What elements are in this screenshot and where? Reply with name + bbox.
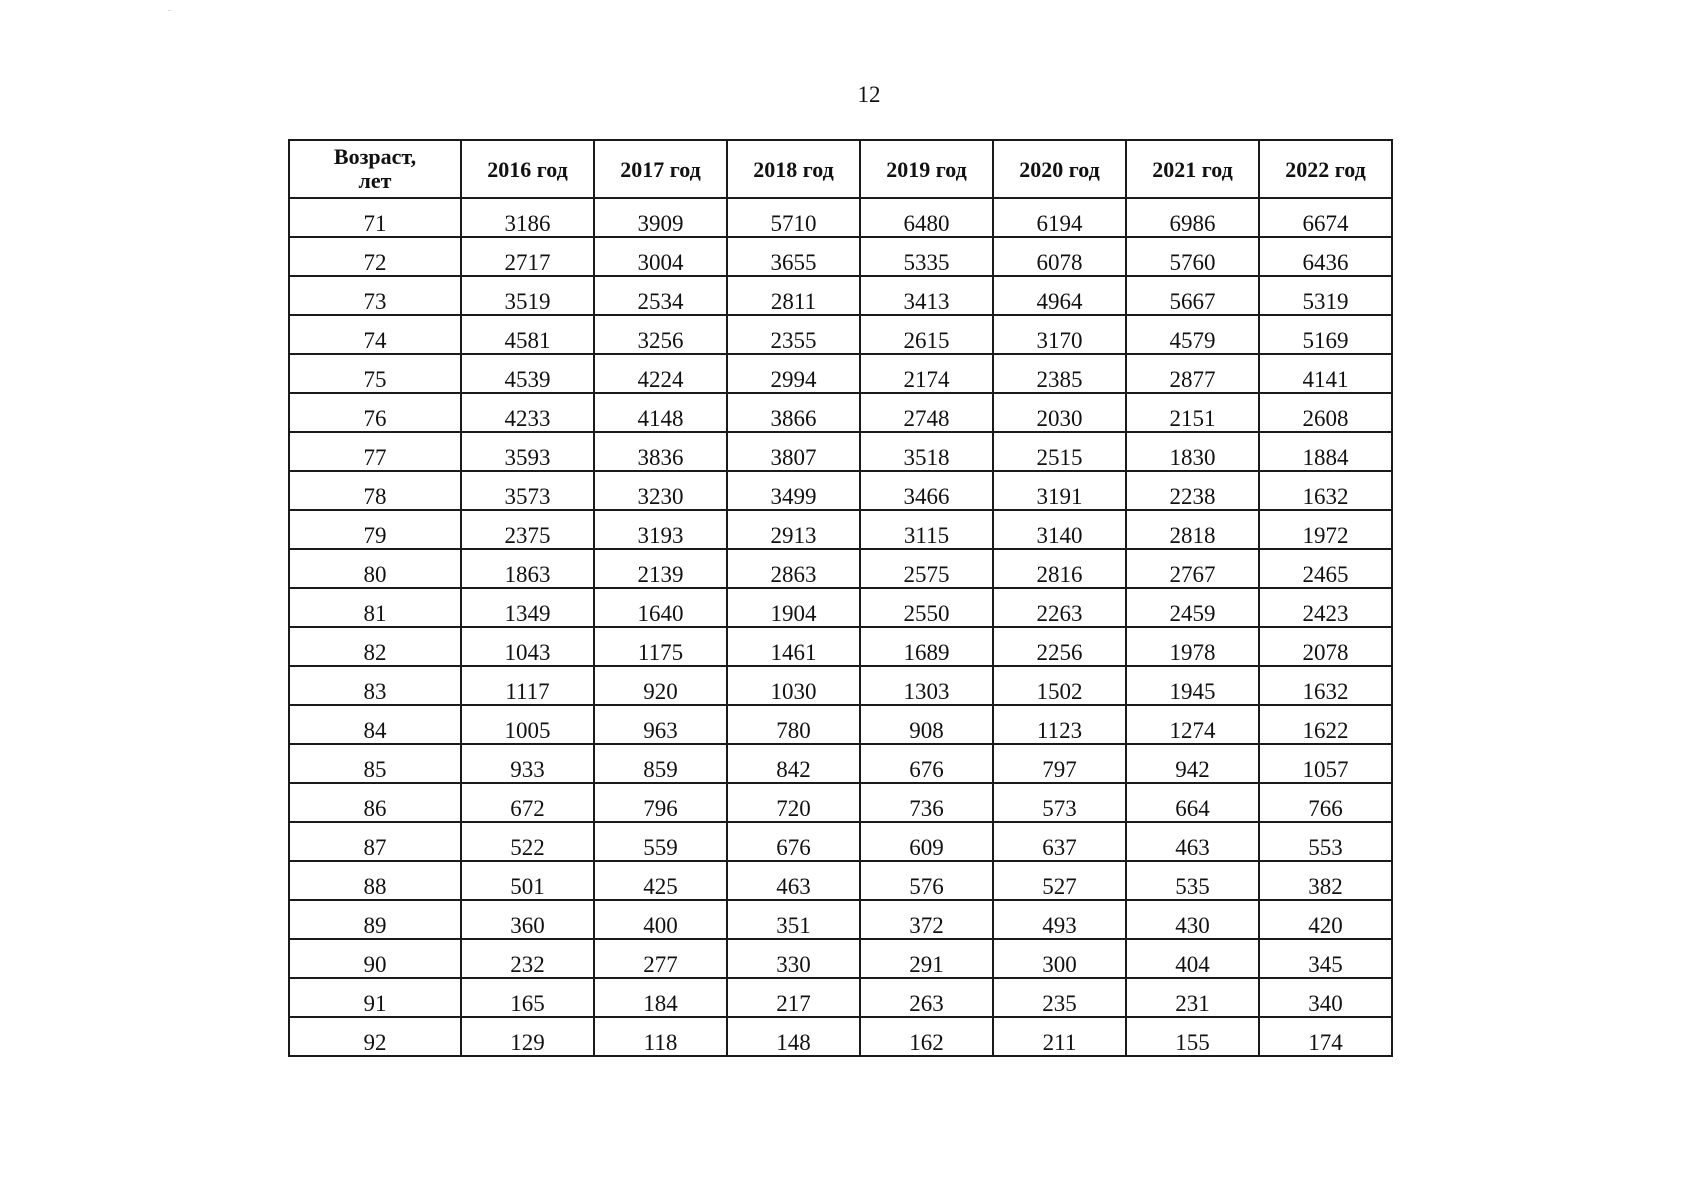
header-row	[289, 140, 1392, 198]
value-cell: 235	[993, 978, 1126, 1017]
value-cell: 2385	[993, 354, 1126, 393]
value-cell: 2748	[860, 393, 993, 432]
value-cell: 148	[727, 1017, 860, 1056]
value-cell: 559	[594, 822, 727, 861]
value-cell: 3499	[727, 471, 860, 510]
value-cell: 501	[461, 861, 594, 900]
age-cell: 83	[289, 666, 461, 705]
table-row	[289, 783, 1392, 822]
table-row	[289, 510, 1392, 549]
table-row	[289, 393, 1392, 432]
value-cell: 2811	[727, 276, 860, 315]
value-cell: 2256	[993, 627, 1126, 666]
value-cell: 5335	[860, 237, 993, 276]
value-cell: 420	[1259, 900, 1392, 939]
table-row	[289, 744, 1392, 783]
column-header-year: 2019 год	[860, 140, 993, 198]
age-cell: 87	[289, 822, 461, 861]
value-cell: 637	[993, 822, 1126, 861]
age-cell: 71	[289, 198, 461, 237]
value-cell: 2994	[727, 354, 860, 393]
value-cell: 1349	[461, 588, 594, 627]
table-row	[289, 978, 1392, 1017]
value-cell: 6674	[1259, 198, 1392, 237]
value-cell: 118	[594, 1017, 727, 1056]
age-cell: 73	[289, 276, 461, 315]
age-cell: 74	[289, 315, 461, 354]
table-body	[289, 198, 1392, 1056]
value-cell: 6480	[860, 198, 993, 237]
table-row	[289, 588, 1392, 627]
value-cell: 2877	[1126, 354, 1259, 393]
scan-speck	[168, 10, 171, 11]
value-cell: 1005	[461, 705, 594, 744]
value-cell: 2818	[1126, 510, 1259, 549]
value-cell: 609	[860, 822, 993, 861]
age-cell: 76	[289, 393, 461, 432]
age-cell: 80	[289, 549, 461, 588]
value-cell: 527	[993, 861, 1126, 900]
value-cell: 736	[860, 783, 993, 822]
value-cell: 720	[727, 783, 860, 822]
table-row	[289, 354, 1392, 393]
value-cell: 553	[1259, 822, 1392, 861]
value-cell: 3193	[594, 510, 727, 549]
value-cell: 291	[860, 939, 993, 978]
value-cell: 2465	[1259, 549, 1392, 588]
age-cell: 84	[289, 705, 461, 744]
value-cell: 3518	[860, 432, 993, 471]
column-header-year: 2021 год	[1126, 140, 1259, 198]
value-cell: 3519	[461, 276, 594, 315]
table-row	[289, 549, 1392, 588]
value-cell: 1689	[860, 627, 993, 666]
age-cell: 77	[289, 432, 461, 471]
value-cell: 1461	[727, 627, 860, 666]
value-cell: 3186	[461, 198, 594, 237]
value-cell: 2238	[1126, 471, 1259, 510]
value-cell: 859	[594, 744, 727, 783]
value-cell: 3655	[727, 237, 860, 276]
value-cell: 6436	[1259, 237, 1392, 276]
value-cell: 796	[594, 783, 727, 822]
value-cell: 3866	[727, 393, 860, 432]
value-cell: 1043	[461, 627, 594, 666]
value-cell: 2534	[594, 276, 727, 315]
value-cell: 382	[1259, 861, 1392, 900]
value-cell: 4964	[993, 276, 1126, 315]
table-row	[289, 1017, 1392, 1056]
value-cell: 493	[993, 900, 1126, 939]
value-cell: 664	[1126, 783, 1259, 822]
value-cell: 2459	[1126, 588, 1259, 627]
value-cell: 425	[594, 861, 727, 900]
value-cell: 2263	[993, 588, 1126, 627]
age-cell: 72	[289, 237, 461, 276]
value-cell: 2174	[860, 354, 993, 393]
value-cell: 4579	[1126, 315, 1259, 354]
value-cell: 277	[594, 939, 727, 978]
value-cell: 2767	[1126, 549, 1259, 588]
value-cell: 4224	[594, 354, 727, 393]
value-cell: 3593	[461, 432, 594, 471]
value-cell: 6194	[993, 198, 1126, 237]
value-cell: 2375	[461, 510, 594, 549]
age-cell: 82	[289, 627, 461, 666]
age-cell: 78	[289, 471, 461, 510]
value-cell: 780	[727, 705, 860, 744]
value-cell: 3909	[594, 198, 727, 237]
value-cell: 1972	[1259, 510, 1392, 549]
value-cell: 3140	[993, 510, 1126, 549]
table-row	[289, 939, 1392, 978]
table-row	[289, 471, 1392, 510]
age-cell: 92	[289, 1017, 461, 1056]
age-cell: 89	[289, 900, 461, 939]
value-cell: 174	[1259, 1017, 1392, 1056]
value-cell: 463	[1126, 822, 1259, 861]
value-cell: 155	[1126, 1017, 1259, 1056]
value-cell: 1303	[860, 666, 993, 705]
table-row	[289, 315, 1392, 354]
value-cell: 5169	[1259, 315, 1392, 354]
value-cell: 165	[461, 978, 594, 1017]
value-cell: 2717	[461, 237, 594, 276]
value-cell: 522	[461, 822, 594, 861]
value-cell: 1622	[1259, 705, 1392, 744]
value-cell: 1945	[1126, 666, 1259, 705]
value-cell: 6986	[1126, 198, 1259, 237]
value-cell: 576	[860, 861, 993, 900]
value-cell: 2355	[727, 315, 860, 354]
value-cell: 2863	[727, 549, 860, 588]
age-cell: 79	[289, 510, 461, 549]
value-cell: 2913	[727, 510, 860, 549]
value-cell: 404	[1126, 939, 1259, 978]
column-header-year: 2018 год	[727, 140, 860, 198]
value-cell: 3256	[594, 315, 727, 354]
value-cell: 2030	[993, 393, 1126, 432]
value-cell: 330	[727, 939, 860, 978]
value-cell: 933	[461, 744, 594, 783]
value-cell: 797	[993, 744, 1126, 783]
value-cell: 5667	[1126, 276, 1259, 315]
page-number: 12	[857, 82, 881, 107]
column-header-year: 2022 год	[1259, 140, 1392, 198]
column-header-age: Возраст, лет	[289, 140, 461, 198]
table-row	[289, 432, 1392, 471]
value-cell: 2515	[993, 432, 1126, 471]
table-header	[289, 140, 1392, 198]
value-cell: 2608	[1259, 393, 1392, 432]
value-cell: 842	[727, 744, 860, 783]
value-cell: 129	[461, 1017, 594, 1056]
value-cell: 908	[860, 705, 993, 744]
age-cell: 85	[289, 744, 461, 783]
value-cell: 672	[461, 783, 594, 822]
age-cell: 81	[289, 588, 461, 627]
value-cell: 1884	[1259, 432, 1392, 471]
value-cell: 263	[860, 978, 993, 1017]
value-cell: 1632	[1259, 666, 1392, 705]
value-cell: 232	[461, 939, 594, 978]
value-cell: 430	[1126, 900, 1259, 939]
value-cell: 162	[860, 1017, 993, 1056]
table-row	[289, 198, 1392, 237]
value-cell: 3836	[594, 432, 727, 471]
value-cell: 1640	[594, 588, 727, 627]
value-cell: 676	[860, 744, 993, 783]
value-cell: 2550	[860, 588, 993, 627]
value-cell: 766	[1259, 783, 1392, 822]
value-cell: 3230	[594, 471, 727, 510]
value-cell: 3170	[993, 315, 1126, 354]
value-cell: 463	[727, 861, 860, 900]
value-cell: 6078	[993, 237, 1126, 276]
table-row	[289, 666, 1392, 705]
value-cell: 184	[594, 978, 727, 1017]
table-row	[289, 822, 1392, 861]
value-cell: 3466	[860, 471, 993, 510]
value-cell: 1863	[461, 549, 594, 588]
value-cell: 676	[727, 822, 860, 861]
table-row	[289, 627, 1392, 666]
value-cell: 4233	[461, 393, 594, 432]
value-cell: 372	[860, 900, 993, 939]
value-cell: 3004	[594, 237, 727, 276]
value-cell: 2816	[993, 549, 1126, 588]
value-cell: 4141	[1259, 354, 1392, 393]
value-cell: 2151	[1126, 393, 1259, 432]
value-cell: 360	[461, 900, 594, 939]
value-cell: 2078	[1259, 627, 1392, 666]
value-cell: 217	[727, 978, 860, 1017]
value-cell: 3573	[461, 471, 594, 510]
column-header-year: 2016 год	[461, 140, 594, 198]
table-row	[289, 900, 1392, 939]
value-cell: 942	[1126, 744, 1259, 783]
value-cell: 4581	[461, 315, 594, 354]
value-cell: 2615	[860, 315, 993, 354]
value-cell: 1502	[993, 666, 1126, 705]
age-cell: 88	[289, 861, 461, 900]
table-row	[289, 237, 1392, 276]
value-cell: 1123	[993, 705, 1126, 744]
value-cell: 2575	[860, 549, 993, 588]
value-cell: 920	[594, 666, 727, 705]
value-cell: 535	[1126, 861, 1259, 900]
value-cell: 2139	[594, 549, 727, 588]
table-row	[289, 705, 1392, 744]
value-cell: 300	[993, 939, 1126, 978]
age-cell: 91	[289, 978, 461, 1017]
value-cell: 5760	[1126, 237, 1259, 276]
age-cell: 86	[289, 783, 461, 822]
value-cell: 1830	[1126, 432, 1259, 471]
age-cell: 90	[289, 939, 461, 978]
value-cell: 3115	[860, 510, 993, 549]
value-cell: 1117	[461, 666, 594, 705]
value-cell: 573	[993, 783, 1126, 822]
value-cell: 4148	[594, 393, 727, 432]
value-cell: 2423	[1259, 588, 1392, 627]
value-cell: 1057	[1259, 744, 1392, 783]
value-cell: 351	[727, 900, 860, 939]
value-cell: 1632	[1259, 471, 1392, 510]
value-cell: 1274	[1126, 705, 1259, 744]
age-cell: 75	[289, 354, 461, 393]
value-cell: 3191	[993, 471, 1126, 510]
value-cell: 340	[1259, 978, 1392, 1017]
value-cell: 3807	[727, 432, 860, 471]
value-cell: 4539	[461, 354, 594, 393]
value-cell: 5319	[1259, 276, 1392, 315]
value-cell: 231	[1126, 978, 1259, 1017]
column-header-year: 2017 год	[594, 140, 727, 198]
value-cell: 1175	[594, 627, 727, 666]
value-cell: 3413	[860, 276, 993, 315]
table-row	[289, 276, 1392, 315]
value-cell: 963	[594, 705, 727, 744]
value-cell: 1978	[1126, 627, 1259, 666]
column-header-year: 2020 год	[993, 140, 1126, 198]
table-row	[289, 861, 1392, 900]
value-cell: 345	[1259, 939, 1392, 978]
value-cell: 211	[993, 1017, 1126, 1056]
value-cell: 400	[594, 900, 727, 939]
age-by-year-table	[288, 139, 1393, 1057]
value-cell: 5710	[727, 198, 860, 237]
value-cell: 1030	[727, 666, 860, 705]
value-cell: 1904	[727, 588, 860, 627]
